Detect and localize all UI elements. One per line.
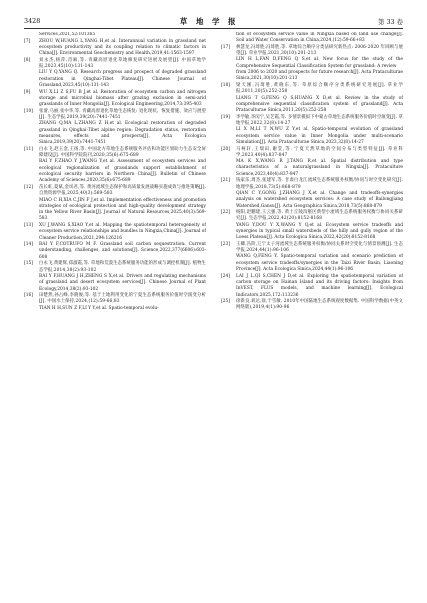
reference-item xyxy=(24,32,206,38)
header-rule xyxy=(24,28,403,29)
reference-text: 徐新良,刘达,徐,于雪敏. 2010年中国陆地生态系统观度数据集. 中国科学数据(中英文网络版),2019,4(1):90-96 xyxy=(236,299,403,311)
reference-number: [25] xyxy=(221,299,230,305)
volume-label: 第 33 卷 xyxy=(378,17,403,26)
reference-text: 马柯轩,王瑞田,谢莹,等. 宁夏天然草地的空间分布与类型特征[J]. 草业科学,2023,40(4):837-847 xyxy=(236,146,403,158)
reference-number: [14] xyxy=(24,242,33,248)
reference-number: [21] xyxy=(221,178,230,184)
reference-item xyxy=(221,115,403,146)
reference-text: WANG Q,FENG Y. Spatio-temporal variation and scenario prediction of ecosystem service tradeoffs/synergies in the Taizi River Basin, Liaoning Province[J]. Acta Ecologica Sinica,2024,44(1):96-106 xyxy=(236,254,403,273)
reference-text: 林慧龙,冯琦胜,冯琦胜,等. 草地综合顺序分类法研究新热点: 2006-2020 年回顾与展望[J]. 草业学报,2021,30(10):201-213 xyxy=(236,44,403,57)
reference-text: 田楚然,孙占峰,李晓俊,等. 基于土地利用变化的宁夏生态系统服务价值时空演变分析[J]. 中国水土保持,2024,(12):59-66,83 xyxy=(39,293,206,305)
reference-number: [24] xyxy=(221,273,230,279)
reference-text: tion of ecosystem service value in Ningxia based on land use change[J]. Soil and Water Conservation in China,2024,(12):59-66+83 xyxy=(236,32,403,44)
reference-text: LI X M,LI T N,WU Z Y,et al. Spatio-temporal evolution of grassland ecosystem service value in Inner Mongolia under multi-scenario Simulation[J]. Acta Prataculturae Sinica,2023,32(8):14-27 xyxy=(236,127,403,145)
reference-item xyxy=(221,210,403,241)
reference-item xyxy=(221,147,403,178)
reference-item xyxy=(24,261,206,292)
reference-text: 李学敏,李闵宁,吴艺霞,等. 多情景模拟下中蒙古草地生态系统服务价值时空演变[J]. 草地学报,2022,32(8):14-27 xyxy=(236,114,403,127)
reference-item xyxy=(221,178,403,209)
reference-text: YANG Y,DOU Y X,WANG Y Q,et al. Ecosystem service tradeoffs and synergies in typical small watersheds of the hilly and gully region of the Loess Plateau[J]. Acta Ecologica Sinica,2022,42(20):8152-8168 xyxy=(236,222,403,241)
reference-item xyxy=(24,58,206,89)
reference-text: LIU Y Q,YANG Q. Research progress and prospect of degraded grassland restoration in Qinghai-Tibet Plateau[J]. Chinese Journal of Grassland,2023,45(10):131-143 xyxy=(39,70,206,88)
reference-text: QIAN C Y,GONG J,ZHANG J X,et al. Change and tradeoffs-synergies analysis on watershed ecosystem services: A case study of Bailongjiang Watershed,Gansu[J]. Acta Geographica Sinica,2018,73(5):868-879 xyxy=(236,190,403,209)
reference-item xyxy=(24,293,206,312)
reference-columns xyxy=(24,32,403,593)
reference-text: LIANG T G,FENG Q S,HUANG X D,et al. Review in the study of comprehensive sequential classification system of grassland[J]. Acta Prataculturae Sinica,2011,20(5):252-258 xyxy=(236,95,403,114)
reference-text: MA K X,WANG R J,TANG R,et al. Spatial distribution and type characteristics of a naturalgrassland in Ningxia[J]. Prataculture Science,2023,40(4):837-847 xyxy=(236,159,403,177)
reference-number: [8] xyxy=(24,57,31,63)
reference-text: 梁天刚,冯琦胜,黄晓东,等. 草原综合顺序分类系统研究进展[J]. 草业学报,2011,20(5):252-258 xyxy=(236,82,403,95)
page-header xyxy=(24,15,403,27)
reference-text: 钱家乐,周杰,张建军,等. 甘肃白龙江流域生态系统服务权衡/协同与时空变化研究[J]. 地理学报,2018,73(5):868-879 xyxy=(236,178,403,190)
reference-text: 王卿,冯阶,辽宁太子河流域生态系统服务权衡/协同关系时空变化与情景预测[J]. 生态学报,2024,44(1):96-106 xyxy=(236,241,403,254)
reference-item xyxy=(221,32,403,45)
reference-number: [20] xyxy=(221,146,230,152)
reference-item xyxy=(221,242,403,273)
reference-item xyxy=(24,185,206,223)
reference-number: [11] xyxy=(24,146,33,152)
reference-text: BAI Y F,HUANG J H,ZHENG S X,et al. Drivers and regulating mechanisms of grassland and desert ecosystem services[J]. Chinese Journal of Plant Ecology,2014,38(2):93-102 xyxy=(39,273,206,292)
reference-number: [12] xyxy=(24,184,33,190)
reference-text: BAI Y F,ZHAO Y J,WANG Y,et al. Assessment of ecosystem services and ecological regionalization of grasslands support establishment of ecological security barriers in Northern China[J]. Bulletin of Chinese Academy of Sciences,2020,35(6):675-689 xyxy=(39,159,206,184)
reference-number: [19] xyxy=(221,114,230,120)
journal-title: 草 地 学 报 xyxy=(179,16,239,26)
reference-text: ZHANG Q,MA L,ZHANG Z H,et al. Ecological restoration of degraded grassland in Qinghai-Tibet alpine region: Degradation status, restoration measures, effects and prospects[J]. Acta Ecologica Sinica,2019,39(20):7441-7451 xyxy=(39,121,206,146)
reference-number: [18] xyxy=(221,82,230,88)
reference-number: [13] xyxy=(24,222,33,228)
reference-item xyxy=(24,242,206,261)
reference-number: [7] xyxy=(24,38,31,44)
reference-text: Services,2021,52:101365 xyxy=(39,32,96,37)
reference-text: LIN H L,FAN D,FENG Q S,et al. New focus for the study of the Comprehensive Sequential Classification System for grassland: A review xyxy=(236,57,403,69)
reference-number: [17] xyxy=(221,44,230,50)
reference-item xyxy=(24,39,206,58)
reference-item xyxy=(221,274,403,299)
reference-text: 张蕾,马丽,张中华,等. 青藏高原退化草地生态恢复: 退化现状、恢复措施、效应与展望[J]. 生态学报,2019,39(20):7441-7451 xyxy=(39,108,206,121)
left-column xyxy=(24,32,206,593)
reference-text: ZHOU W,HUANG L,YANG H,et al. Interannual variation in grassland net ecosystem productivity and its coupling relation to climatic factors in China[J]. Environmental Geochemistry and Health,2019,41:1563-1597 xyxy=(39,38,206,57)
reference-item xyxy=(221,83,403,114)
page-number: 3428 xyxy=(24,17,41,25)
reference-item xyxy=(221,299,403,312)
reference-number: [10] xyxy=(24,108,33,114)
reference-number: [16] xyxy=(24,293,33,299)
reference-item xyxy=(24,223,206,242)
reference-text: 白永飞,赵玉金,王扬,等. 中国北方草地生态系统服务评估和功能区划助力生态安全屏障建设[J]. 中国科学院院刊,2020,35(6):675-689 xyxy=(39,146,206,159)
reference-text: TIAN H H,SUN Z F,LI Y Y,et al. Spatio-temporal evolu- xyxy=(39,305,159,311)
reference-number: [23] xyxy=(221,241,230,247)
reference-number: [22] xyxy=(221,210,230,216)
reference-text: MIAO C H,XIA C,JIN F J,et al. Implementation effectiveness and promotion strategies of ecological protection and high-quality development strategy in the Yellow River Basin[J]. Journal of Natural Resources,2025,40(3):569-583 xyxy=(39,197,206,222)
reference-text: from 2006 to 2020 and prospects for future research[J]. Acta Prataculturae Sinica,2021,30(10):201-213 xyxy=(236,70,403,82)
reference-text: 苗长虹,夏斌,金凤君,等. 黄河流域生态保护和高质量发展战略实施成效与推进策略[J]. 自然资源学报,2025,40(3):569-583 xyxy=(39,184,206,197)
reference-text: 白永飞,黄建辉,郑淑霞,等. 草地和荒漠生态系统服务功能的形成与调控机制[J]. 植物生态学报,2014,38(2):93-102 xyxy=(39,261,206,273)
reference-text: 杨阳,赵鹏建,王云强,等. 黄土丘陵沟壑区典型小流域生态系统服务权衡与协同关系研究[J]. 生态学报,2022,42(20):8152-8168 xyxy=(236,210,403,222)
reference-item xyxy=(221,45,403,83)
reference-item xyxy=(24,90,206,109)
reference-item xyxy=(24,147,206,185)
reference-text: BAI Y F,COTRUFO M F. Grassland soil carbon sequestration: Current understanding, challenges, and solutions[J]. Science,2022,377(6606):603-608 xyxy=(39,242,206,260)
reference-number: [9] xyxy=(24,89,31,95)
reference-text: LAI J L,QI S,CHEN J D,et al. Exploring the spatiotemporal variation of carbon storage on Hainan Island and its driving factors: Insights from InVEST, FLUS models, and machine learning[J]. Ecological Indicators,2025,172:113236 xyxy=(236,273,403,298)
reference-text: 刘永杰,杨萍,肖麻,等. 青藏高原退化草地修复研究进展及展望[J]. 中国草地学报,2023,45(10):131-143 xyxy=(39,57,206,70)
reference-text: WU X,LI Z S,FU B J,et al. Restoration of ecosystem carbon and nitrogen storage and microbial biomass after grazing exclusion in semi-arid grasslands of Inner Mongolia[J]. Ecological Engineering,2014,73:395-403 xyxy=(39,89,206,108)
reference-item xyxy=(24,109,206,147)
reference-text: XU J,WANG S,XIAO Y,et al. Mapping the spatiotemporal heterogeneity of ecosystem service relationships and bundles in Ningxia,China[J]. Journal of Cleaner Production,2021,294:126216 xyxy=(39,222,206,241)
right-column xyxy=(221,32,403,593)
reference-number: [15] xyxy=(24,261,33,267)
